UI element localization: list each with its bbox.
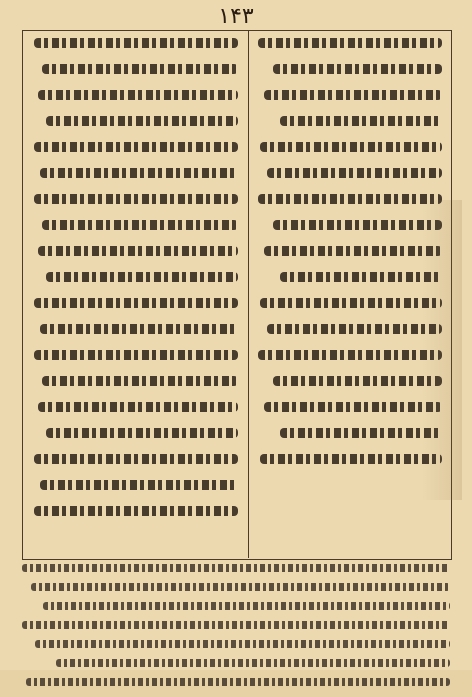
footnote-line: [22, 621, 450, 629]
text-line: [34, 506, 238, 516]
column-divider: [248, 30, 249, 558]
text-line: [267, 168, 442, 178]
text-line: [38, 402, 238, 412]
text-line: [273, 376, 442, 386]
footnote-line: [22, 564, 450, 572]
text-line: [264, 402, 442, 412]
text-line: [46, 428, 238, 438]
text-line: [280, 428, 442, 438]
footnote-line: [31, 583, 450, 591]
text-line: [34, 350, 238, 360]
footnotes: [22, 564, 450, 697]
urdu-text-column: [34, 38, 238, 532]
text-line: [280, 272, 442, 282]
text-line: [42, 376, 238, 386]
text-line: [280, 116, 442, 126]
text-line: [34, 298, 238, 308]
footnote-line: [43, 602, 450, 610]
text-line: [264, 246, 442, 256]
footnote-line: [26, 678, 450, 686]
text-line: [40, 324, 238, 334]
text-line: [258, 350, 442, 360]
text-line: [34, 38, 238, 48]
text-line: [46, 272, 238, 282]
text-line: [46, 116, 238, 126]
text-line: [38, 90, 238, 100]
text-line: [273, 64, 442, 74]
footnote-line: [35, 640, 450, 648]
text-line: [258, 194, 442, 204]
text-line: [260, 298, 442, 308]
text-line: [264, 90, 442, 100]
page-number: ۱۴۳: [218, 4, 254, 29]
text-line: [34, 454, 238, 464]
footnote-line: [56, 659, 450, 667]
arabic-text-column: [258, 38, 442, 480]
text-line: [273, 220, 442, 230]
text-line: [40, 480, 238, 490]
text-line: [34, 142, 238, 152]
text-line: [258, 38, 442, 48]
text-line: [42, 64, 238, 74]
text-line: [34, 194, 238, 204]
text-line: [40, 168, 238, 178]
text-line: [260, 454, 442, 464]
text-line: [42, 220, 238, 230]
text-line: [260, 142, 442, 152]
text-line: [38, 246, 238, 256]
text-line: [267, 324, 442, 334]
